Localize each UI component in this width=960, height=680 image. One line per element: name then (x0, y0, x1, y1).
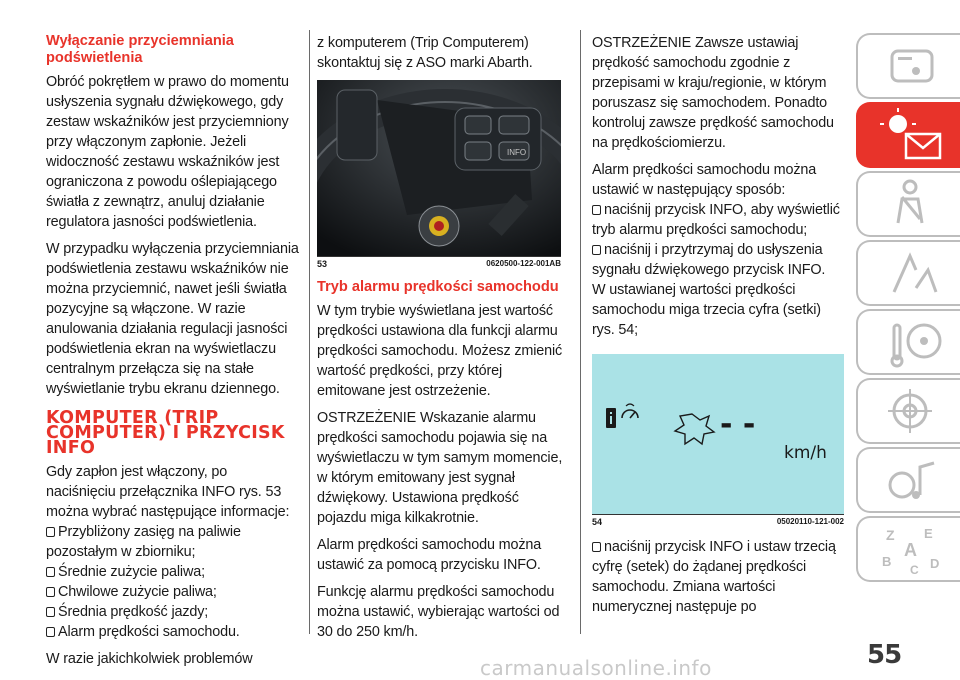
checkbox-bullet-icon (46, 527, 55, 537)
list-item: Średnie zużycie paliwa; (46, 562, 300, 582)
speed-alarm-display (592, 354, 844, 514)
tab-maintenance[interactable] (856, 378, 960, 444)
checkbox-bullet-icon (46, 567, 55, 577)
svg-text:E: E (924, 526, 933, 541)
svg-text:Z: Z (886, 527, 895, 543)
figure-number: 54 (592, 517, 603, 527)
figure-caption (317, 256, 561, 269)
figure-54 (592, 354, 846, 527)
speed-alarm-display-graphic (592, 354, 844, 514)
tab-seatbelt[interactable] (856, 171, 960, 237)
tab-warning[interactable] (856, 240, 960, 306)
key-tools-icon (858, 311, 960, 373)
speed-alarm-icon (622, 404, 638, 418)
svg-text:D: D (930, 556, 940, 571)
warning-triangle-icon (858, 242, 960, 304)
watermark: carmanualsonline.info (480, 656, 712, 680)
column-divider-2 (580, 30, 581, 634)
svg-text:A: A (904, 540, 917, 560)
tab-multimedia[interactable] (856, 447, 960, 513)
column-3 (592, 33, 846, 617)
figure-caption (592, 514, 844, 527)
paragraph: W razie jakichkolwiek problemów (46, 651, 253, 667)
list-item: naciśnij przycisk INFO i ustaw trzecią cyfrę (setek) do żądanej prędkości samochodu. Zmiana wartości numerycznej następuje po (592, 539, 836, 615)
paragraph: Alarm prędkości samochodu można ustawić za pomocą przycisku INFO. (317, 537, 542, 573)
figure-number: 53 (317, 259, 328, 269)
gear-icon (858, 380, 960, 442)
checkbox-bullet-icon (46, 627, 55, 637)
checkbox-bullet-icon (592, 205, 601, 215)
paragraph-warning: OSTRZEŻENIE Zawsze ustawiaj prędkość samochodu zgodnie z przepisami w kraju/regionie, w którym poruszasz się samochodem. Ponadto kontroluj zawsze prędkość samochodu na prędkościomierzu. (592, 35, 834, 151)
paragraph: Alarm prędkości samochodu można ustawić w następujący sposób: (592, 162, 817, 198)
car-icon (858, 35, 960, 97)
tab-warning-lights[interactable] (856, 102, 960, 168)
column-divider-1 (309, 30, 310, 634)
tab-index[interactable] (856, 516, 960, 582)
speed-dashes: - - (720, 407, 756, 442)
figure-53 (317, 80, 567, 269)
speed-unit: km/h (784, 443, 827, 463)
column-1 (46, 33, 300, 676)
index-letters-icon (858, 518, 960, 580)
figure-code: 05020110-121-002 (776, 517, 844, 526)
section-subheading-speed-alarm: Tryb alarmu prędkości samochodu (317, 279, 559, 295)
paragraph: Gdy zapłon jest włączony, po naciśnięciu przełącznika INFO rys. 53 można wybrać następujące informacje: (46, 464, 290, 520)
svg-text:B: B (882, 554, 892, 569)
paragraph: W przypadku wyłączenia przyciemniania podświetlenia zestawu wskaźników nie można przyciemnić, nawet jeśli światła pozycyjne są włączone. W razie anulowania działania regulacji jasności podświetlenia ekran na wyświetlaczu centralnym przełącza się na stałe wyświetlanie trybu ekranu dziennego. (46, 241, 299, 397)
steering-wheel-illustration (317, 80, 561, 256)
checkbox-bullet-icon (46, 607, 55, 617)
list-item: Przybliżony zasięg na paliwie pozostałym w zbiorniku; (46, 524, 241, 560)
chapter-tabs (856, 33, 960, 585)
paragraph: z komputerem (Trip Computerem) skontaktuj się z ASO marki Abarth. (317, 35, 533, 71)
page-number: 55 (867, 640, 902, 670)
paragraph: Funkcję alarmu prędkości samochodu można ustawić, wybierając wartości od 30 do 250 km/h. (317, 584, 560, 640)
list-item: naciśnij i przytrzymaj do usłyszenia sygnału dźwiękowego przycisk INFO. (592, 242, 826, 278)
warning-lights-icon (858, 104, 960, 166)
paragraph-warning: OSTRZEŻENIE Wskazanie alarmu prędkości samochodu pojawia się na wyświetlaczu w tym samym momencie, w którym emitowany jest sygnał dźwiękowy. Ustawiona prędkość pojazdu miga kilkakrotnie. (317, 410, 563, 526)
list-item: naciśnij przycisk INFO, aby wyświetlić tryb alarmu prędkości samochodu; (592, 202, 840, 238)
tab-tools[interactable] (856, 309, 960, 375)
section-subheading-dimming: Wyłączanie przyciemniania podświetlenia (46, 33, 234, 66)
list-item: Chwilowe zużycie paliwa; (46, 582, 300, 602)
checkbox-bullet-icon (592, 542, 601, 552)
blinking-digit-icon (675, 414, 714, 444)
svg-text:C: C (910, 563, 919, 577)
seatbelt-icon (858, 173, 960, 235)
checkbox-bullet-icon (46, 587, 55, 597)
tab-car[interactable] (856, 33, 960, 99)
list-item: Alarm prędkości samochodu. (46, 622, 300, 642)
paragraph: W ustawianej wartości prędkości samochodu miga trzecia cyfra (setki) rys. 54; (592, 282, 821, 338)
paragraph: Obróć pokrętłem w prawo do momentu usłyszenia sygnału dźwiękowego, gdy zestaw wskaźników jest przyciemniony przy włączonym zapłonie. Jeżeli widoczność zestawu wskaźników jest ograniczona z powodu oślepiającego światła z zewnątrz, anuluj działanie regulatora jasności podświetlenia. (46, 74, 289, 230)
info-button-label: INFO (507, 148, 527, 157)
steering-wheel-photo (317, 80, 561, 256)
note-icon (858, 449, 960, 511)
column-2 (317, 33, 567, 649)
list-item: Średnia prędkość jazdy; (46, 602, 300, 622)
paragraph: W tym trybie wyświetlana jest wartość prędkości ustawiona dla funkcji alarmu prędkości samochodu. Możesz zmienić wartość prędkości, przy której emitowane jest ostrzeżenie. (317, 303, 563, 399)
section-heading-trip-computer: KOMPUTER (TRIP COMPUTER) I PRZYCISK INFO (46, 408, 285, 458)
figure-code: 0620500-122-001AB (486, 259, 561, 268)
checkbox-bullet-icon (592, 245, 601, 255)
